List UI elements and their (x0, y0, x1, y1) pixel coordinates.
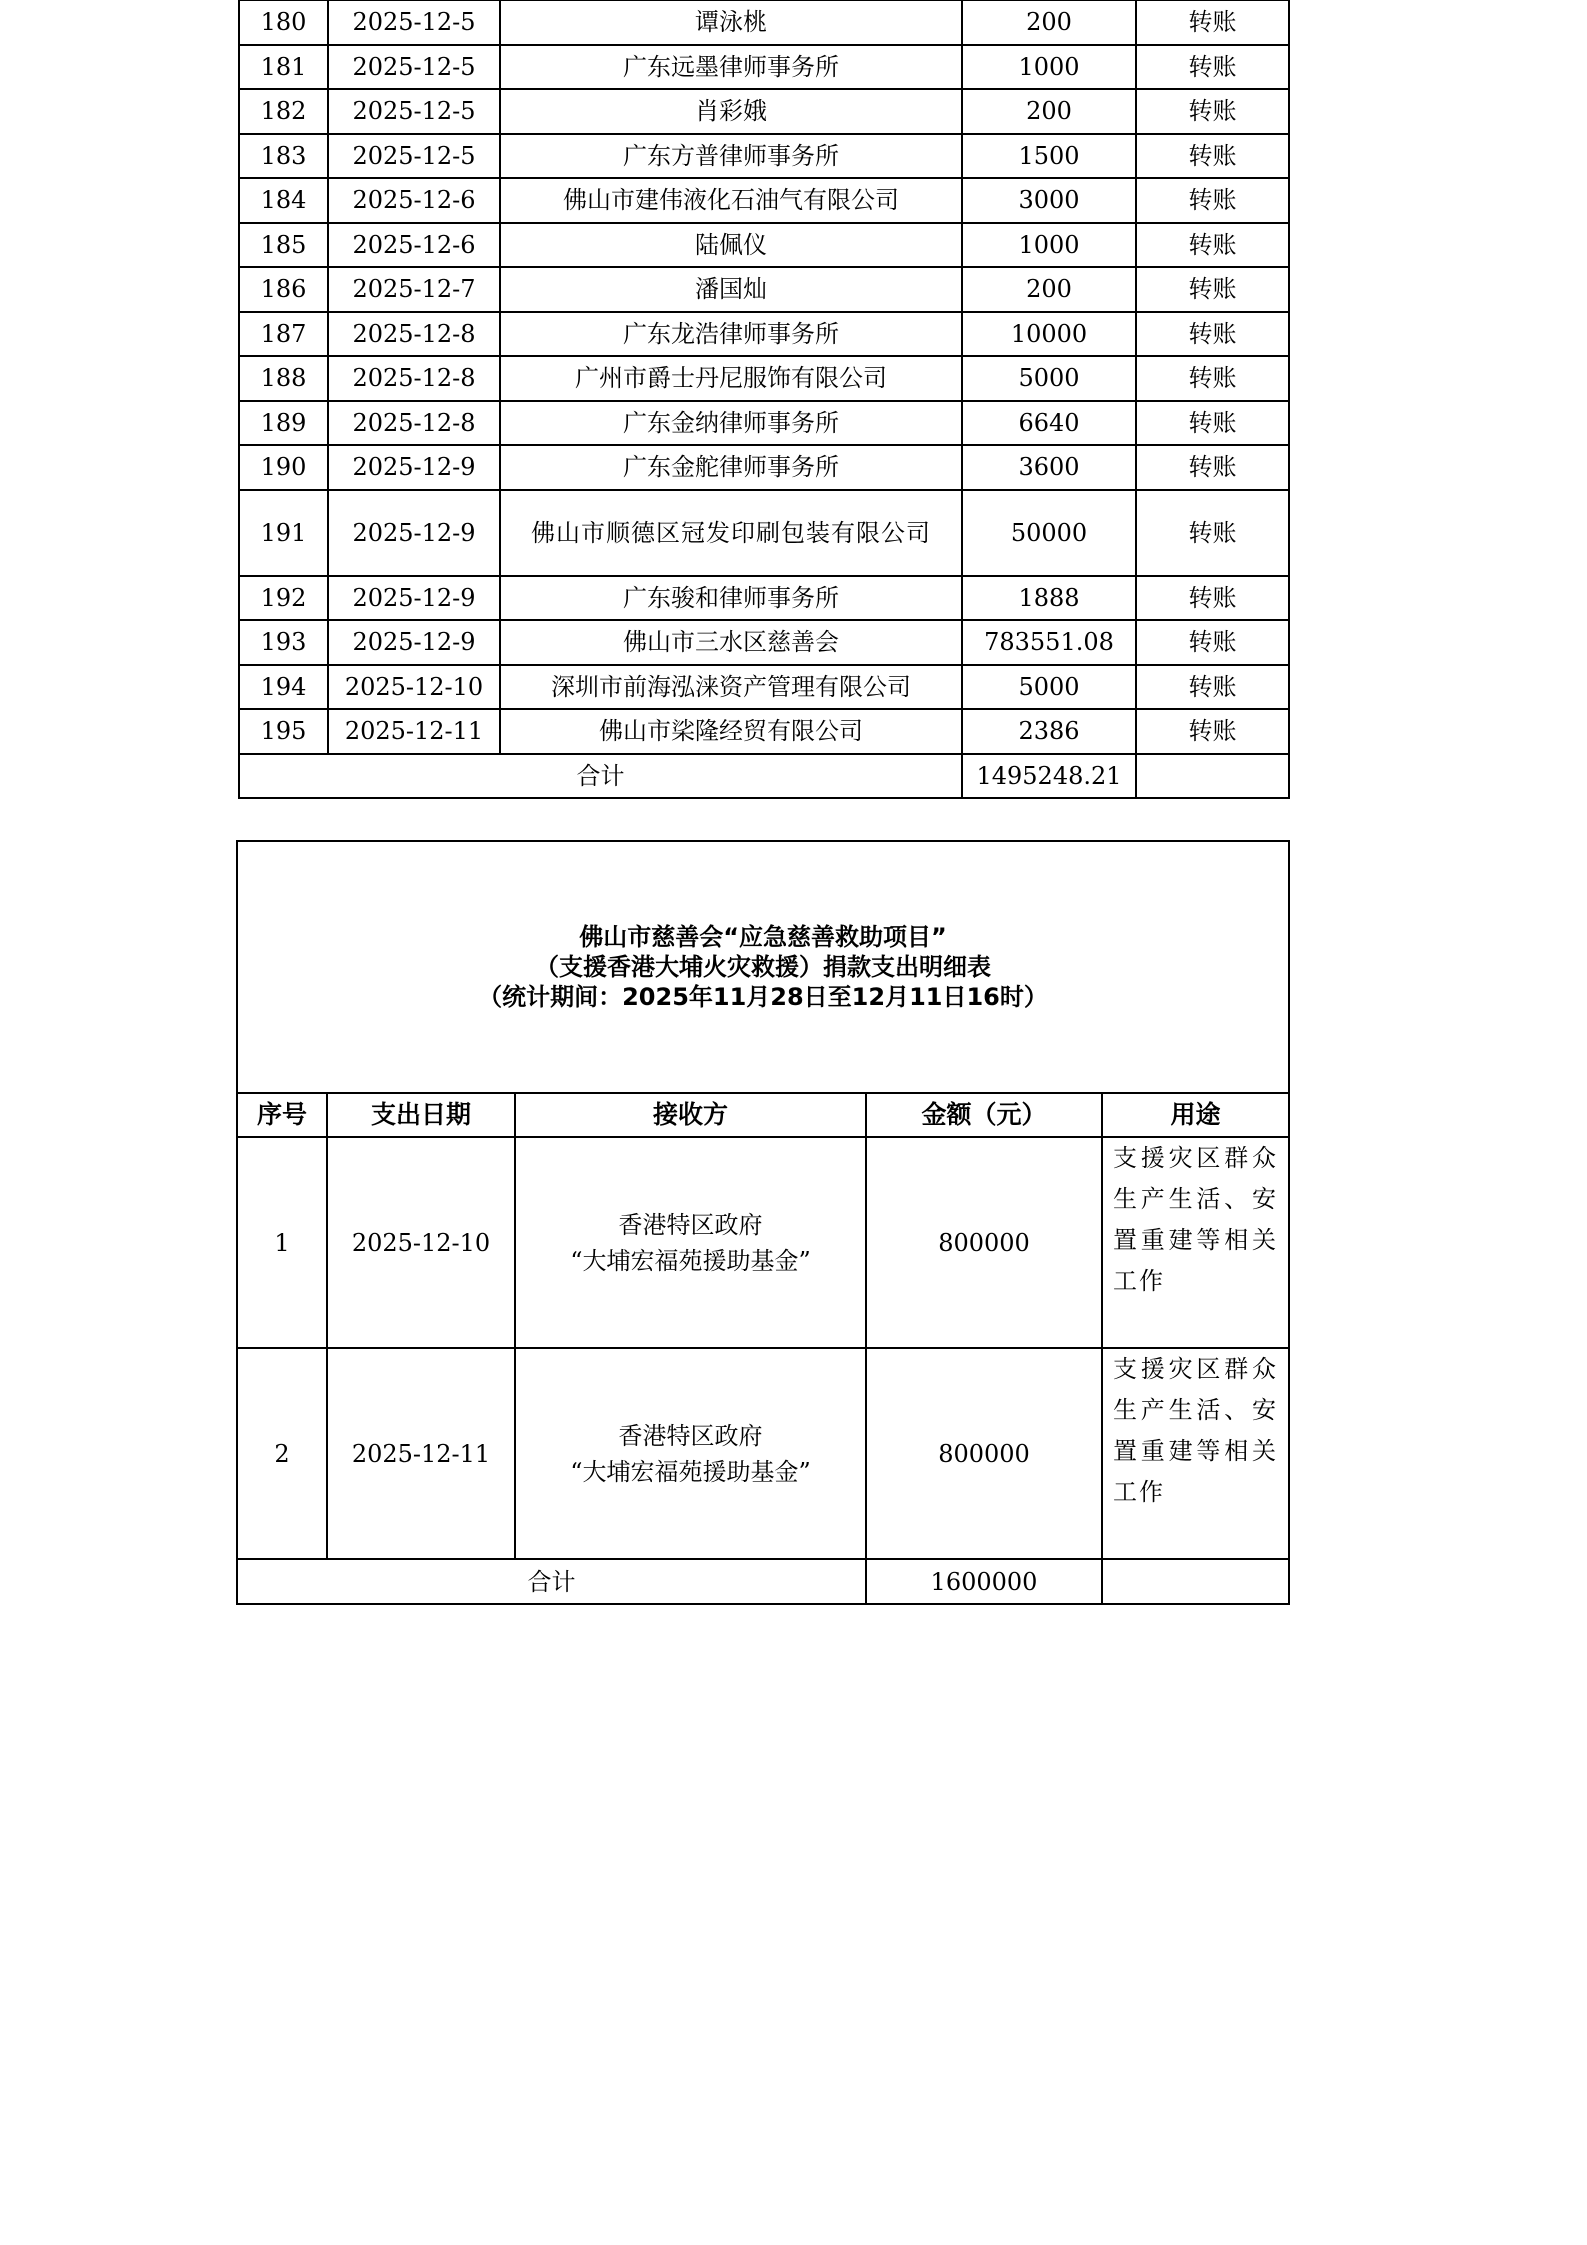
cell-donor: 广州市爵士丹尼服饰有限公司 (500, 356, 962, 401)
cell-donor: 佛山市桬隆经贸有限公司 (500, 709, 962, 754)
table-row (239, 0, 1289, 45)
cell-method: 转账 (1136, 401, 1289, 446)
donation-expense-table (236, 840, 1290, 1605)
total-label: 合计 (237, 1559, 866, 1604)
cell-no: 184 (239, 178, 328, 223)
cell-method: 转账 (1136, 267, 1289, 312)
total-amount: 1495248.21 (962, 754, 1136, 799)
cell-amount: 3600 (962, 445, 1136, 490)
cell-donor: 谭泳桃 (500, 0, 962, 45)
total-amount: 1600000 (866, 1559, 1102, 1604)
recipient-line-1: 香港特区政府 (618, 1421, 763, 1450)
cell-donor: 佛山市三水区慈善会 (500, 620, 962, 665)
cell-no: 190 (239, 445, 328, 490)
cell-amount: 200 (962, 89, 1136, 134)
cell-date: 2025-12-8 (328, 356, 500, 401)
table-row (239, 45, 1289, 90)
cell-amount: 10000 (962, 312, 1136, 357)
cell-amount: 200 (962, 0, 1136, 45)
cell-no: 189 (239, 401, 328, 446)
header-amount: 金额（元） (866, 1093, 1102, 1137)
cell-donor: 广东骏和律师事务所 (500, 576, 962, 621)
cell-no: 191 (239, 490, 328, 576)
header-row (237, 1093, 1289, 1137)
cell-no: 194 (239, 665, 328, 710)
header-no: 序号 (237, 1093, 327, 1137)
cell-amount: 1500 (962, 134, 1136, 179)
cell-no: 180 (239, 0, 328, 45)
cell-method: 转账 (1136, 620, 1289, 665)
cell-date: 2025-12-5 (328, 0, 500, 45)
cell-method: 转账 (1136, 134, 1289, 179)
recipient-line-1: 香港特区政府 (618, 1210, 763, 1239)
table-row (239, 445, 1289, 490)
cell-amount: 6640 (962, 401, 1136, 446)
table-row (239, 178, 1289, 223)
cell-method: 转账 (1136, 223, 1289, 268)
cell-donor: 深圳市前海泓涞资产管理有限公司 (500, 665, 962, 710)
cell-purpose: 支援灾区群众生产生活、安置重建等相关工作 (1102, 1137, 1289, 1348)
cell-no: 193 (239, 620, 328, 665)
table-row (239, 576, 1289, 621)
cell-amount: 1888 (962, 576, 1136, 621)
cell-date: 2025-12-9 (328, 620, 500, 665)
cell-method: 转账 (1136, 0, 1289, 45)
cell-no: 192 (239, 576, 328, 621)
cell-recipient (515, 1348, 866, 1559)
cell-amount: 800000 (866, 1348, 1102, 1559)
table-row (239, 267, 1289, 312)
table-row (239, 356, 1289, 401)
cell-date: 2025-12-6 (328, 223, 500, 268)
cell-donor: 陆佩仪 (500, 223, 962, 268)
total-label: 合计 (239, 754, 962, 799)
cell-method: 转账 (1136, 89, 1289, 134)
cell-donor: 佛山市建伟液化石油气有限公司 (500, 178, 962, 223)
cell-method: 转账 (1136, 709, 1289, 754)
cell-method: 转账 (1136, 312, 1289, 357)
cell-date: 2025-12-10 (328, 665, 500, 710)
total-empty (1102, 1559, 1289, 1604)
header-recipient: 接收方 (515, 1093, 866, 1137)
cell-no: 183 (239, 134, 328, 179)
header-date: 支出日期 (327, 1093, 515, 1137)
cell-donor: 广东方普律师事务所 (500, 134, 962, 179)
table-row (239, 665, 1289, 710)
cell-amount: 5000 (962, 665, 1136, 710)
cell-method: 转账 (1136, 178, 1289, 223)
cell-donor: 广东金舵律师事务所 (500, 445, 962, 490)
cell-donor: 广东远墨律师事务所 (500, 45, 962, 90)
total-row (237, 1559, 1289, 1604)
cell-no: 181 (239, 45, 328, 90)
table-row (239, 709, 1289, 754)
cell-no: 2 (237, 1348, 327, 1559)
cell-donor: 潘国灿 (500, 267, 962, 312)
cell-date: 2025-12-5 (328, 134, 500, 179)
cell-amount: 200 (962, 267, 1136, 312)
cell-date: 2025-12-5 (328, 89, 500, 134)
cell-purpose: 支援灾区群众生产生活、安置重建等相关工作 (1102, 1348, 1289, 1559)
table-row (239, 89, 1289, 134)
cell-date: 2025-12-8 (328, 312, 500, 357)
cell-date: 2025-12-5 (328, 45, 500, 90)
cell-method: 转账 (1136, 356, 1289, 401)
cell-date: 2025-12-8 (328, 401, 500, 446)
cell-date: 2025-12-7 (328, 267, 500, 312)
table-row (237, 1348, 1289, 1559)
title-line-2: （支援香港大埔火灾救援）捐款支出明细表 (535, 953, 991, 981)
cell-recipient (515, 1137, 866, 1348)
cell-amount: 1000 (962, 45, 1136, 90)
cell-no: 185 (239, 223, 328, 268)
cell-date: 2025-12-11 (328, 709, 500, 754)
table-row (239, 134, 1289, 179)
cell-amount: 50000 (962, 490, 1136, 576)
cell-amount: 2386 (962, 709, 1136, 754)
cell-method: 转账 (1136, 445, 1289, 490)
recipient-line-2: “大埔宏福苑援助基金” (570, 1457, 811, 1486)
cell-method: 转账 (1136, 576, 1289, 621)
expense-table-title (237, 841, 1289, 1093)
cell-date: 2025-12-6 (328, 178, 500, 223)
cell-date: 2025-12-9 (328, 576, 500, 621)
donation-income-table (238, 0, 1290, 799)
title-line-3: （统计期间：2025年11月28日至12月11日16时） (478, 983, 1048, 1011)
table-row (239, 312, 1289, 357)
cell-no: 188 (239, 356, 328, 401)
cell-amount: 800000 (866, 1137, 1102, 1348)
cell-no: 1 (237, 1137, 327, 1348)
cell-donor: 佛山市顺德区冠发印刷包装有限公司 (500, 490, 962, 576)
table-row (239, 223, 1289, 268)
cell-date: 2025-12-11 (327, 1348, 515, 1559)
cell-amount: 5000 (962, 356, 1136, 401)
total-empty (1136, 754, 1289, 799)
cell-date: 2025-12-10 (327, 1137, 515, 1348)
recipient-line-2: “大埔宏福苑援助基金” (570, 1246, 811, 1275)
cell-amount: 1000 (962, 223, 1136, 268)
cell-no: 182 (239, 89, 328, 134)
table-row (239, 401, 1289, 446)
cell-donor: 广东金纳律师事务所 (500, 401, 962, 446)
cell-date: 2025-12-9 (328, 445, 500, 490)
cell-amount: 3000 (962, 178, 1136, 223)
cell-no: 186 (239, 267, 328, 312)
cell-method: 转账 (1136, 490, 1289, 576)
cell-method: 转账 (1136, 665, 1289, 710)
cell-no: 195 (239, 709, 328, 754)
cell-donor: 广东龙浩律师事务所 (500, 312, 962, 357)
total-row (239, 754, 1289, 799)
cell-amount: 783551.08 (962, 620, 1136, 665)
table-row (239, 490, 1289, 576)
table-row (237, 1137, 1289, 1348)
header-purpose: 用途 (1102, 1093, 1289, 1137)
cell-no: 187 (239, 312, 328, 357)
title-line-1: 佛山市慈善会“应急慈善救助项目” (579, 923, 947, 951)
table-row (239, 620, 1289, 665)
cell-date: 2025-12-9 (328, 490, 500, 576)
cell-donor: 肖彩娥 (500, 89, 962, 134)
cell-method: 转账 (1136, 45, 1289, 90)
